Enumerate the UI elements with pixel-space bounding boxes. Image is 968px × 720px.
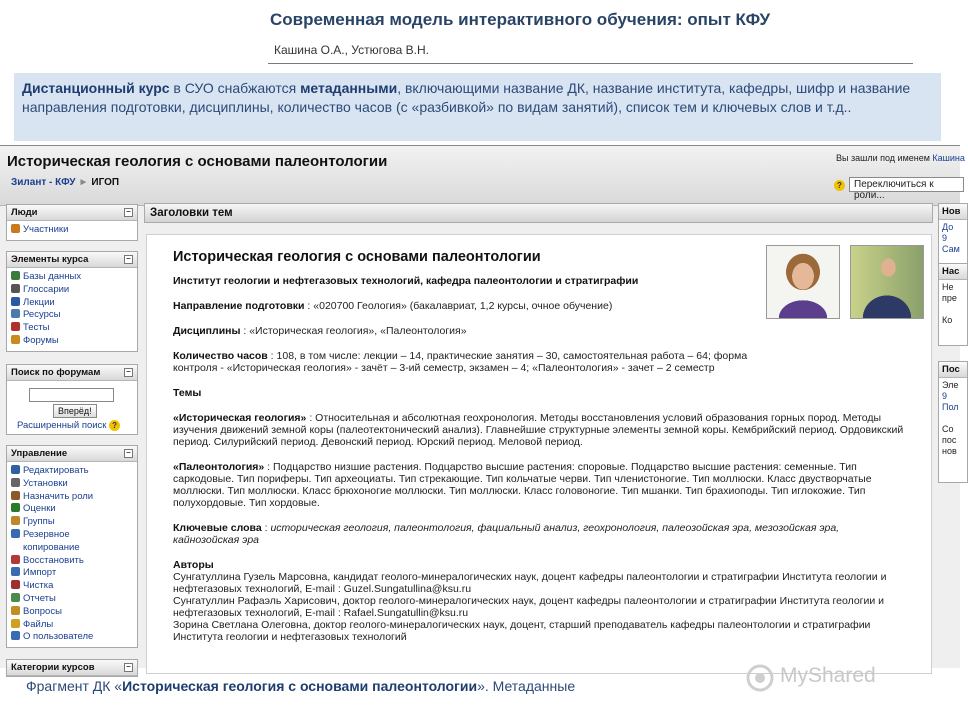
topics-label: Темы <box>173 387 202 399</box>
intro-term-metadata: метаданными <box>300 80 398 96</box>
files-icon <box>11 619 20 628</box>
intro-text-box <box>14 73 941 141</box>
forum-search-button[interactable]: Вперёд! <box>53 404 97 418</box>
grades-icon <box>11 503 20 512</box>
block-title: Категории курсов <box>11 662 95 673</box>
quiz-icon <box>11 322 20 331</box>
nav-item-grades[interactable] <box>11 503 133 516</box>
block-header <box>7 660 137 676</box>
author-photo-man <box>850 245 924 319</box>
caption-text: Фрагмент ДК « <box>26 678 123 694</box>
help-icon[interactable]: ? <box>834 180 845 191</box>
hours-label: Количество часов <box>173 350 268 362</box>
edit-icon <box>11 465 20 474</box>
collapse-icon[interactable]: – <box>124 208 133 217</box>
import-icon <box>11 567 20 576</box>
nav-item-edit[interactable] <box>11 465 133 478</box>
intro-text: в СУО снабжаются <box>169 80 301 96</box>
caption-text: ». Метаданные <box>477 678 576 694</box>
author-2: Сунгатуллин Рафаэль Харисович, доктор геолого-минералогических наук, доцент кафедры палеонтологии и стратиграфии Института геологии и нефтегазовых технологий, E-mail : Rafael.Sungatullin@ksu.ru <box>173 595 885 619</box>
site-title: Историческая геология с основами палеонтологии <box>7 153 388 170</box>
nav-item-continued[interactable] <box>11 542 133 555</box>
news-block <box>938 203 968 265</box>
topic-geology-label: «Историческая геология» <box>173 412 307 424</box>
nav-item-glossary[interactable] <box>11 284 133 297</box>
site-header <box>0 146 965 206</box>
nav-item-label: Восстановить <box>23 554 84 566</box>
activity-line <box>942 413 964 424</box>
switch-role-select[interactable]: Переключиться к роли... <box>849 177 964 192</box>
groups-icon <box>11 516 20 525</box>
nav-item-label: Редактировать <box>23 465 89 476</box>
direction-value: : «020700 Геология» (бакалавриат, 1,2 курсы, очное обучение) <box>304 300 613 312</box>
restore-icon <box>11 555 20 564</box>
database-icon <box>11 271 20 280</box>
upcoming-line <box>942 304 964 315</box>
block-header <box>7 365 137 381</box>
login-label: Вы зашли под именем <box>836 153 933 163</box>
topics-header: Заголовки тем <box>144 203 933 223</box>
nav-item-database[interactable] <box>11 271 133 284</box>
activity-line: Со <box>942 424 954 434</box>
nav-item-label: Оценки <box>23 503 56 515</box>
nav-item-settings[interactable] <box>11 478 133 491</box>
nav-item-participants[interactable] <box>11 224 133 237</box>
author-photo-woman <box>766 245 840 319</box>
breadcrumb-current: ИГОП <box>91 177 120 188</box>
disciplines-value: : «Историческая геология», «Палеонтология» <box>240 325 467 337</box>
nav-item-label: Импорт <box>23 567 57 579</box>
caption-course-name: Историческая геология с основами палеонтологии <box>122 678 478 694</box>
block-header <box>7 446 137 462</box>
nav-item-label: О пользователе <box>23 631 94 643</box>
activity-line[interactable]: 9 <box>942 391 948 401</box>
help-icon[interactable]: ? <box>109 420 120 431</box>
intro-term-course: Дистанционный курс <box>22 80 170 96</box>
nav-item-forum[interactable] <box>11 335 133 348</box>
roles-icon <box>11 491 20 500</box>
collapse-icon[interactable]: – <box>124 663 133 672</box>
topic-paleontology-label: «Палеонтология» <box>173 461 265 473</box>
slide-title: Современная модель интерактивного обучения: опыт КФУ <box>270 10 771 29</box>
activity-line: нов <box>942 446 957 456</box>
block-title: Нас <box>939 264 967 280</box>
recent-activity-block <box>938 361 968 483</box>
resource-icon <box>11 309 20 318</box>
breadcrumb-home-link[interactable]: Зилант - КФУ <box>11 177 76 188</box>
nav-item-label: Форумы <box>23 334 59 346</box>
block-title: Управление <box>11 448 68 459</box>
reset-icon <box>11 580 20 589</box>
course-summary: Историческая геология с основами палеонтологии Институт геологии и нефтегазовых технологий, кафедра палеонтологии и стратиграфии Направление подготовки : «020700 Геология» (бакалавриат, 1,2 курсы, очное обучение) Дисциплины : «Историческая геология», «Палеонтология» Количество часов : 108, в том числе: лекции – 14, практические занятия – 30, самостоятельная работа – 64; форма контроля - «Историческая геология» - зачёт – 3-ий семестр, экзамен – 4; «Палеонтология» - зачет – 2 семестр Темы «Историческая геология» : Относительная и абсолютная геохронология. Методы восстановления условий образования горных пород. Методы изучения движений земной коры (палеотектонический анализ). Главнейшие структурные элементы земной коры. Кембрийский период. Ордовикский период. Силурийский период. Девонский период. Юрский период. Меловой период. «Палеонтология» : Подцарство низшие растения. Подцарство высшие растения: споровые. Подцарство высшие растения: семенные. Тип саркодовые. Тип пориферы. Тип археоциаты. Тип стрекающие. Тип кольчатые черви. Тип членистоногие. Тип моллюски. Класс двустворчатые моллюски. Тип моллюски. Класс брюхоногие моллюски. Тип моллюски. Класс головоногие. Тип мшанки. Тип брахиоподы. Тип иглокожие. Тип полухордовые. Тип хордовые. Ключевые слова : историческая геология, палеонтология, фациальный анализ, геохронология, палеозойская эра, мезозойская эра, кайнозойская эра Авторы Сунгатуллина Гузель Марсовна, кандидат геолого-минералогических наук, доцент кафедры палеонтологии и стратиграфии Института геологии и нефтегазовых технологий, E-mail : Guzel.Sungatullina@ksu.ru Сунгатуллин Рафаэль Харисович, доктор геолого-минералогических наук, доцент кафедры палеонтологии и стратиграфии Института геологии и нефтегазовых технологий, E-mail : Rafael.Sungatullin@ksu.ru Зорина Светлана Олеговна, доктор геолого-минералогических наук, доцент, старший преподаватель кафедры палеонтологии и стратиграфии Института геологии и нефтегазовых технологий <box>146 234 932 674</box>
nav-item-label: Вопросы <box>23 605 62 617</box>
slide-caption <box>26 678 575 694</box>
course-title: Историческая геология с основами палеонтологии <box>173 249 541 265</box>
block-title: Поиск по форумам <box>11 367 101 378</box>
backup-icon <box>11 529 20 538</box>
block-title: Пос <box>939 362 967 378</box>
forum-icon <box>11 335 20 344</box>
nav-item-files[interactable] <box>11 619 133 632</box>
block-header <box>7 252 137 268</box>
nav-item-roles[interactable] <box>11 491 133 504</box>
author-1: Сунгатуллина Гузель Марсовна, кандидат геолого-минералогических наук, доцент кафедры палеонтологии и стратиграфии Института геологии и нефтегазовых технологий, E-mail : Guzel.Sungatullina@ksu.ru <box>173 571 887 595</box>
breadcrumb-separator-icon: ► <box>78 177 89 188</box>
settings-icon <box>11 478 20 487</box>
upcoming-block <box>938 263 968 346</box>
lms-screenshot <box>0 145 965 673</box>
nav-item-label: Лекции <box>23 296 55 308</box>
title-divider <box>268 63 913 64</box>
nav-item-label: Резервное <box>23 528 70 540</box>
nav-item-label: Группы <box>23 516 55 528</box>
block-header <box>7 205 137 221</box>
collapse-icon[interactable]: – <box>124 255 133 264</box>
nav-item-reports[interactable] <box>11 593 133 606</box>
keywords-value: историческая геология, палеонтология, фациальный анализ, геохронология, палеозойская эра, мезозойская эра, кайнозойская эра <box>173 522 840 546</box>
nav-item-lesson[interactable] <box>11 297 133 310</box>
slide-authors: Кашина О.А., Устюгова В.Н. <box>274 43 429 57</box>
activity-line: Эле <box>942 380 959 390</box>
collapse-icon[interactable]: – <box>124 449 133 458</box>
news-line[interactable]: До <box>942 222 954 232</box>
keywords-label: Ключевые слова <box>173 522 262 534</box>
nav-item-label: Глоссарии <box>23 283 70 295</box>
authors-label: Авторы <box>173 559 214 571</box>
block-title: Нов <box>939 204 967 220</box>
forum-search-input[interactable] <box>29 388 114 402</box>
nav-item-reset[interactable] <box>11 580 133 593</box>
glossary-icon <box>11 284 20 293</box>
nav-item-label: Тесты <box>23 322 50 334</box>
nav-item-import[interactable] <box>11 567 133 580</box>
nav-item-resource[interactable] <box>11 309 133 322</box>
news-line[interactable]: 9 <box>942 233 948 243</box>
participants-icon <box>11 224 20 233</box>
nav-item-label: Назначить роли <box>23 490 94 502</box>
management-block <box>6 445 138 648</box>
nav-item-label: Базы данных <box>23 271 82 282</box>
block-title: Элементы курса <box>11 254 89 265</box>
nav-item-backup[interactable] <box>11 529 133 542</box>
watermark-text: MyShared <box>780 664 876 687</box>
disciplines-label: Дисциплины <box>173 325 241 337</box>
upcoming-line: Ко <box>942 315 953 325</box>
nav-item-label: Отчеты <box>23 592 56 604</box>
block-title: Люди <box>11 207 38 218</box>
upcoming-line: пре <box>942 293 957 303</box>
nav-item-restore[interactable] <box>11 555 133 568</box>
activity-line[interactable]: Пол <box>942 402 959 412</box>
watermark-logo-icon <box>746 664 774 692</box>
course-elements-block <box>6 251 138 352</box>
institute-text: Институт геологии и нефтегазовых технологий, кафедра палеонтологии и стратиграфии <box>173 275 639 287</box>
nav-item-groups[interactable] <box>11 516 133 529</box>
nav-item-label: Ресурсы <box>23 309 61 321</box>
reports-icon <box>11 593 20 602</box>
direction-label: Направление подготовки <box>173 300 305 312</box>
people-block <box>6 204 138 241</box>
nav-item-label: копирование <box>23 541 80 553</box>
profile-icon <box>11 631 20 640</box>
advanced-search-label: Расширенный поиск <box>17 420 107 432</box>
collapse-icon[interactable]: – <box>124 368 133 377</box>
topic-paleontology-text: : Подцарство низшие растения. Подцарство высшие растения: споровые. Подцарство высшие растения: семенные. Тип саркодовые. Тип пориферы. Тип археоциаты. Тип стрекающие. Тип кольчатые черви. Тип членистоногие. Тип моллюски. Класс двустворчатые моллюски. Тип моллюски. Класс брюхоногие моллюски. Тип моллюски. Класс головоногие. Тип мшанки. Тип брахиоподы. Тип иглокожие. Тип полухордовые. Тип хордовые. <box>173 461 872 509</box>
nav-item-label: Файлы <box>23 618 54 630</box>
forum-search-block <box>6 364 138 435</box>
lesson-icon <box>11 297 20 306</box>
nav-item-questions[interactable] <box>11 606 133 619</box>
course-categories-block <box>6 659 138 677</box>
upcoming-line: Не <box>942 282 954 292</box>
nav-item-quiz[interactable] <box>11 322 133 335</box>
login-info <box>836 153 965 163</box>
nav-item-label: Участники <box>23 224 69 235</box>
breadcrumb <box>11 177 119 188</box>
advanced-search-link[interactable] <box>11 420 133 431</box>
activity-line: пос <box>942 435 957 445</box>
nav-item-label: Чистка <box>23 580 54 592</box>
nav-item-profile[interactable] <box>11 631 133 644</box>
author-3: Зорина Светлана Олеговна, доктор геолого-минералогических наук, доцент, старший преподаватель кафедры палеонтологии и стратиграфии Института геологии и нефтегазовых технологий <box>173 619 871 643</box>
login-user-link[interactable]: Кашина <box>932 153 965 163</box>
questions-icon <box>11 606 20 615</box>
hours-value: : 108, в том числе: лекции – 14, практические занятия – 30, самостоятельная работа – 64; форма контроля - «Историческая геология» - зачёт – 3-ий семестр, экзамен – 4; «Палеонтология» - зачет – 2 семестр <box>173 350 748 374</box>
news-line[interactable]: Сам <box>942 244 960 254</box>
intro-text: , включающими название ДК, название института, кафедры, шифр и название направления подготовки, дисциплины, количество часов (с «разбивкой» по видам занятий), список тем и ключевых слов и т.д.. <box>22 80 911 115</box>
topic-geology-text: : Относительная и абсолютная геохронология. Методы восстановления условий образования горных пород. Методы изучения движений земной коры (палеотектонический анализ). Главнейшие структурные элементы земной коры. Кембрийский период. Ордовикский период. Силурийский период. Девонский период. Юрский период. Меловой период. <box>173 412 904 448</box>
nav-item-label: Установки <box>23 477 68 489</box>
